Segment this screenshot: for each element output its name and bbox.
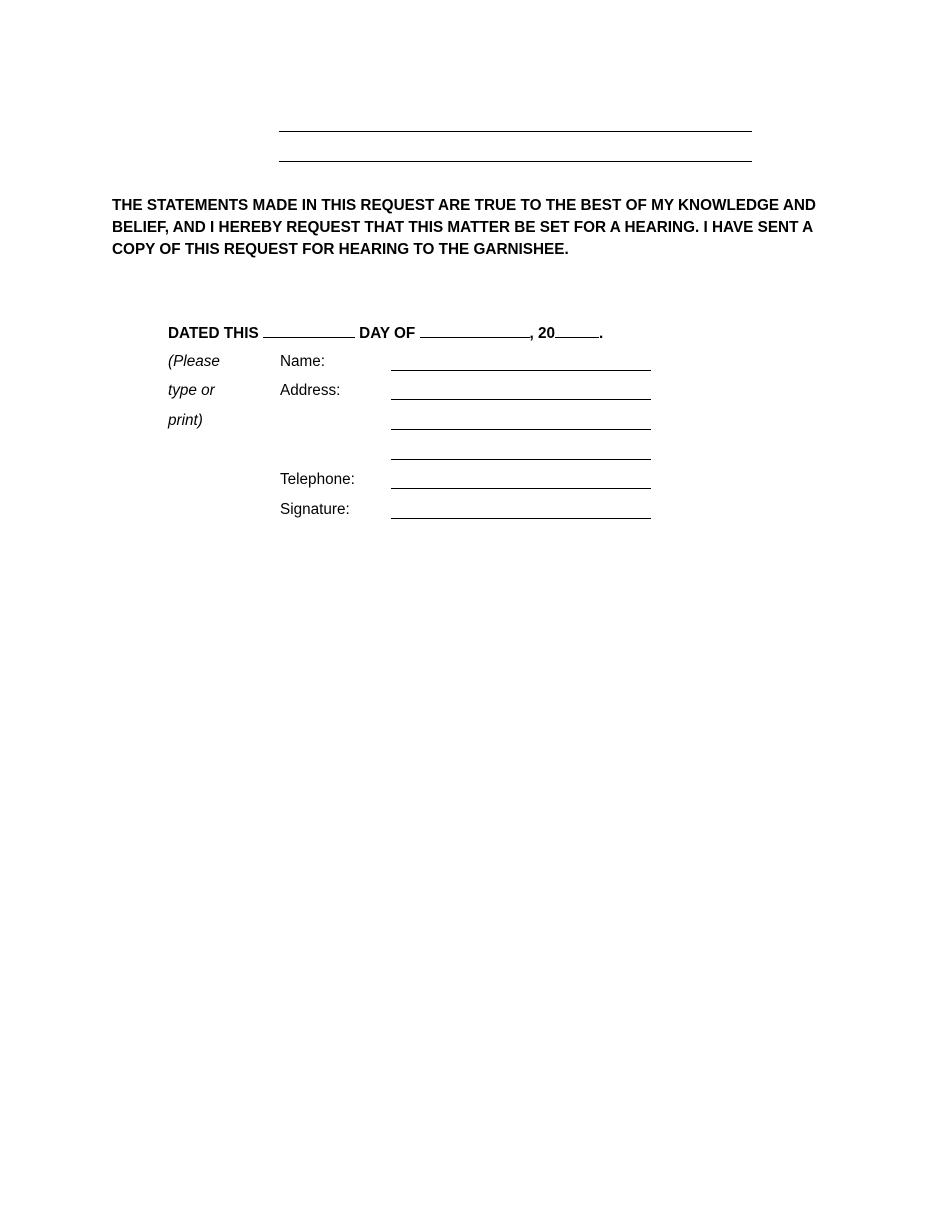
name-field[interactable]: [391, 370, 651, 371]
day-blank[interactable]: [263, 322, 355, 338]
address-field-line-3[interactable]: [391, 459, 651, 460]
note-line-3: print): [168, 412, 203, 429]
dated-prefix: DATED THIS: [168, 325, 259, 342]
address-label: Address:: [280, 382, 341, 399]
dated-middle: DAY OF: [359, 325, 416, 342]
address-field-line-2[interactable]: [391, 429, 651, 430]
top-blank-line-2[interactable]: [279, 161, 752, 162]
telephone-label: Telephone:: [280, 471, 355, 488]
dated-year-prefix: , 20: [529, 325, 556, 342]
dated-line: [168, 322, 603, 344]
name-label: Name:: [280, 353, 326, 370]
address-field-line-1[interactable]: [391, 399, 651, 400]
month-blank[interactable]: [420, 322, 530, 338]
note-line-1: (Please: [168, 353, 220, 370]
signature-label: Signature:: [280, 501, 350, 518]
telephone-field[interactable]: [391, 488, 651, 489]
declaration-statement: THE STATEMENTS MADE IN THIS REQUEST ARE TRUE TO THE BEST OF MY KNOWLEDGE AND BELIEF, AND I HEREBY REQUEST THAT THIS MATTER BE SET FOR A HEARING. I HAVE SENT A COPY OF THIS REQUEST FOR HEARING TO THE GARNISHEE.: [112, 197, 816, 258]
dated-suffix: .: [599, 325, 604, 342]
top-blank-line-1[interactable]: [279, 131, 752, 132]
year-blank[interactable]: [555, 322, 599, 338]
note-line-2: type or: [168, 382, 215, 399]
signature-field[interactable]: [391, 518, 651, 519]
